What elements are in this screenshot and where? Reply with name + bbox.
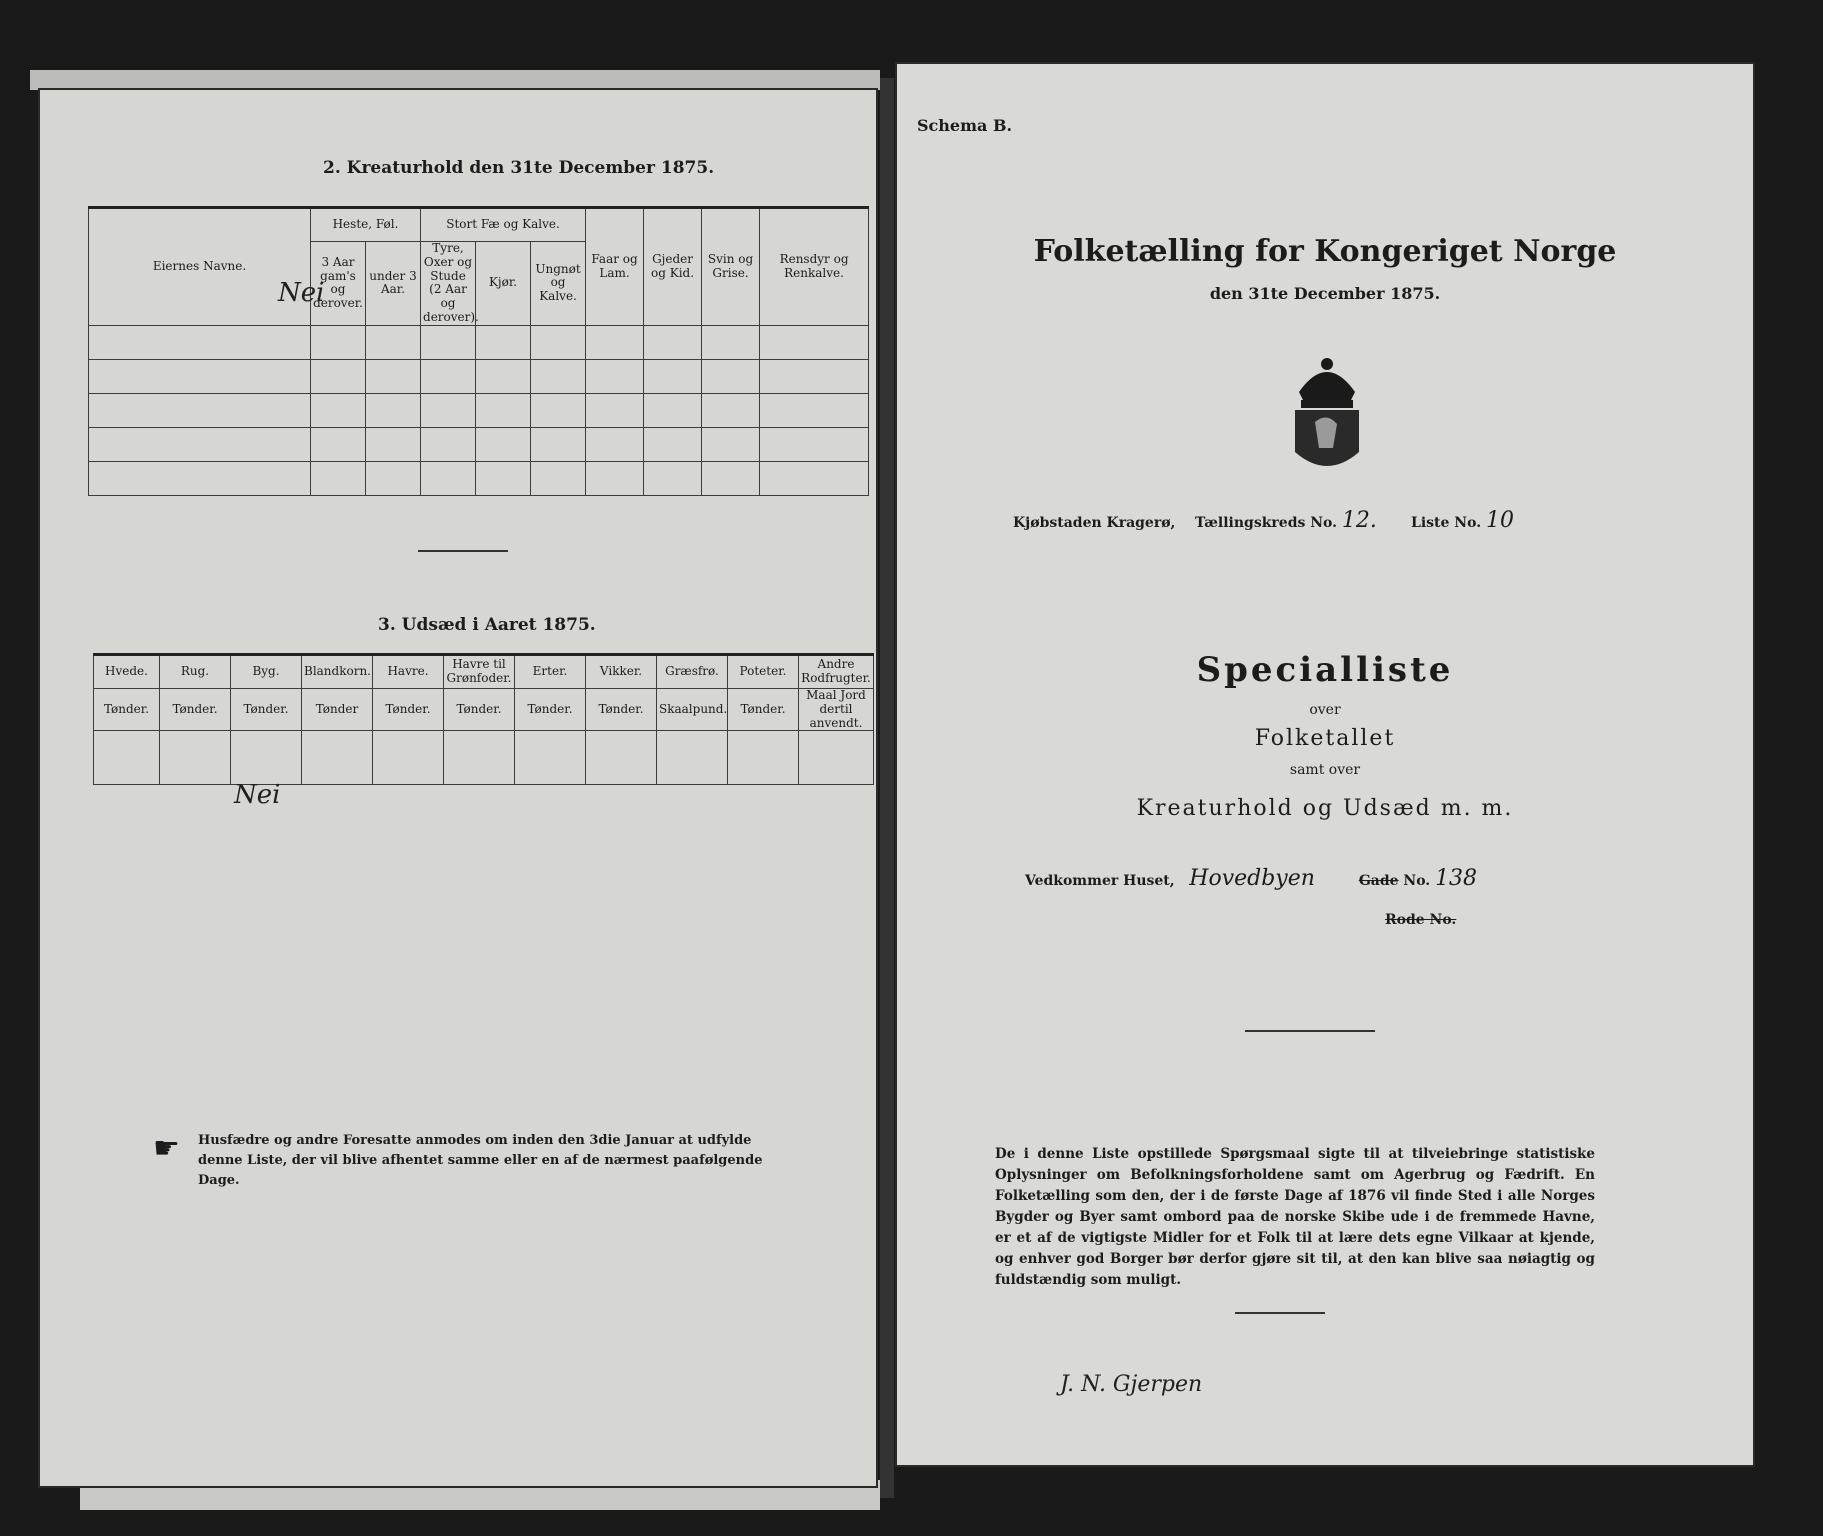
gade-label: Gade [1358, 873, 1399, 889]
specialliste-heading: Specialliste [1196, 650, 1454, 690]
header-rensdyr: Rensdyr og Renkalve. [760, 208, 869, 326]
section2-title: 2. Kreaturhold den 31te December 1875. [323, 158, 715, 178]
header-ungnot: Ungnøt og Kalve. [531, 242, 586, 326]
seed-col-2-unit: Tønder. [231, 689, 302, 731]
header-faar: Faar og Lam. [586, 208, 644, 326]
header-gjeder: Gjeder og Kid. [644, 208, 702, 326]
left-page [38, 88, 878, 1488]
livestock-table [88, 206, 869, 496]
seed-col-4-name: Havre. [373, 655, 444, 689]
right-page [895, 62, 1755, 1467]
seed-col-9-name: Poteter. [728, 655, 799, 689]
seed-col-10-name: Andre Rodfrugter. [799, 655, 874, 689]
header-heste: Heste, Føl. [311, 208, 421, 242]
page-stack-edge-left [30, 70, 880, 90]
schema-label: Schema B. [917, 116, 1013, 135]
kreds-value: 12. [1341, 508, 1377, 533]
table-row [89, 461, 869, 495]
seed-col-1-name: Rug. [160, 655, 231, 689]
kreds-label: Tællingskreds No. [1194, 515, 1338, 531]
rode-label: Rode No. [1385, 912, 1457, 928]
seed-table [93, 653, 874, 785]
header-stort: Stort Fæ og Kalve. [421, 208, 586, 242]
seed-col-4-unit: Tønder. [373, 689, 444, 731]
seed-handwritten-nei: Nei [234, 780, 281, 810]
pointing-hand-icon: ☛ [153, 1131, 180, 1166]
section3-title: 3. Udsæd i Aaret 1875. [378, 615, 596, 635]
table-row [89, 359, 869, 393]
liste-label: Liste No. [1411, 515, 1482, 531]
seed-col-5-unit: Tønder. [444, 689, 515, 731]
location-line [1013, 508, 1514, 533]
header-tyre: Tyre, Oxer og Stude (2 Aar og derover). [421, 242, 476, 326]
seed-col-7-name: Vikker. [586, 655, 657, 689]
coat-of-arms-icon [1285, 352, 1369, 480]
seed-col-9-unit: Tønder. [728, 689, 799, 731]
seed-col-10-unit: Maal Jord dertil anvendt. [799, 689, 874, 731]
seed-col-3-name: Blandkorn. [302, 655, 373, 689]
seed-col-1-unit: Tønder. [160, 689, 231, 731]
seed-col-6-unit: Tønder. [515, 689, 586, 731]
header-heste-old: 3 Aar gam's og derover. [311, 242, 366, 326]
seed-col-2-name: Byg. [231, 655, 302, 689]
seed-col-6-name: Erter. [515, 655, 586, 689]
table-row [89, 393, 869, 427]
header-owner: Eiernes Navne. [89, 208, 311, 326]
header-heste-young: under 3 Aar. [366, 242, 421, 326]
seed-col-8-name: Græsfrø. [657, 655, 728, 689]
seed-col-8-unit: Skaalpund. [657, 689, 728, 731]
house-name: Hovedbyen [1189, 866, 1315, 891]
house-no-value: 138 [1435, 866, 1478, 891]
census-date: den 31te December 1875. [1209, 284, 1441, 303]
table-row [89, 325, 869, 359]
seed-col-5-name: Havre til Grønfoder. [444, 655, 515, 689]
census-title: Folketælling for Kongeriget Norge [1033, 234, 1617, 269]
house-line [1025, 866, 1477, 891]
table-row [89, 427, 869, 461]
kreaturhold-heading: Kreaturhold og Udsæd m. m. [1136, 796, 1514, 821]
header-svin: Svin og Grise. [702, 208, 760, 326]
seed-col-3-unit: Tønder [302, 689, 373, 731]
signature: J. N. Gjerpen [1060, 1372, 1203, 1397]
table-row [94, 731, 874, 785]
folketallet-heading: Folketallet [1254, 726, 1396, 751]
divider-rule [418, 550, 508, 552]
house-no-label: No. [1403, 873, 1431, 889]
header-kjor: Kjør. [476, 242, 531, 326]
divider-rule-lower [1235, 1312, 1325, 1314]
notice-text: Husfædre og andre Foresatte anmodes om inden den 3die Januar at udfylde denne Liste, der vil blive afhentet samme eller en af de nærmest paafølgende Dage. [198, 1133, 763, 1188]
kjobstad-label: Kjøbstaden Kragerø, [1013, 515, 1176, 531]
livestock-handwritten-nei: Nei [278, 278, 325, 308]
seed-col-0-name: Hvede. [94, 655, 160, 689]
divider-rule-upper [1245, 1030, 1375, 1032]
info-paragraph: De i denne Liste opstillede Spørgsmaal sigte til at tilveiebringe statistiske Oplysninger om Befolkningsforholdene samt om Agerbrug og Fædrift. En Folketælling som den, der i de første Dage af 1876 vil finde Sted i alle Norges Bygder og Byer samt ombord paa de norske Skibe ude i de fremmede Havne, er et af de vigtigste Midler for et Folk til at lære dets egne Vilkaar at kjende, og enhver god Borger bør derfor gjøre sit til, at den kan blive saa nøiagtig og fuldstændig som muligt. [995, 1146, 1595, 1288]
liste-value: 10 [1485, 508, 1514, 533]
house-label: Vedkommer Huset, [1025, 873, 1175, 889]
seed-col-0-unit: Tønder. [94, 689, 160, 731]
over-text: over [1309, 702, 1341, 718]
samt-over-text: samt over [1289, 762, 1361, 778]
seed-col-7-unit: Tønder. [586, 689, 657, 731]
book-spine [880, 78, 894, 1498]
